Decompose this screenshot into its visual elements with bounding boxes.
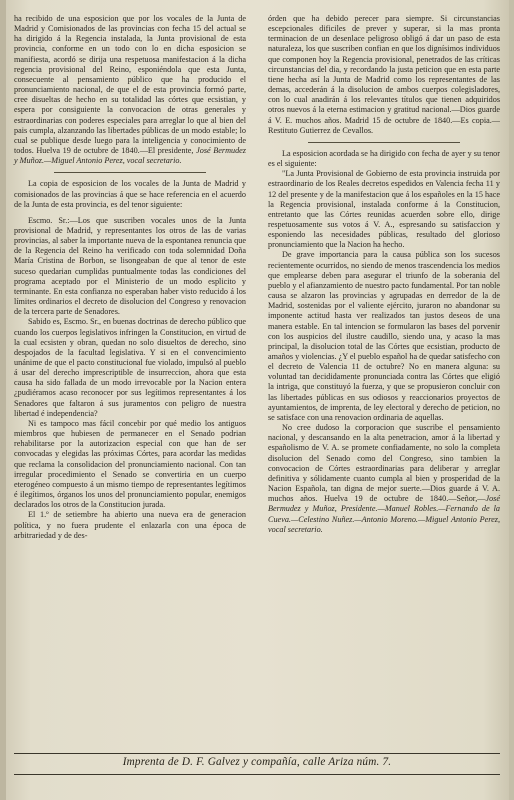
paragraph-exposition-intro: La esposicion acordada se ha dirigido con fecha de ayer y su tenor es el siguiente: — [268, 148, 500, 169]
paragraph-copy-intro: La copia de esposicion de los vocales de la Junta de Madrid y comisionados de las provincias á que se hace referencia en el acuerdo de la Junta de esta provincia, es del tenor siguiente: — [14, 179, 246, 209]
paragraph-new-era: El 1.º de setiembre ha abierto una nueva era de generacion política, y no fuera prudente el enlazarla con una época de arbitrariedad y de des- — [14, 510, 246, 540]
footer-rule-top — [14, 753, 500, 754]
paragraph-continuation: órden que ha debido perecer para siempre. Si circunstancias escepcionales dificiles de prever y superar, si la mas pronta terminacion de un desenlace peligroso obligó á dar un paso de esta naturaleza, los que suscriben confian en que los dignísimos individuos que componen hoy la Regencia provisional, penetrados de las críticas circunstancias del dia, y recordando la justa peticion que en esta parte tiene hecha así la Junta de Madrid como los representantes de las demas, accederán á la disolucion de ambos cuerpos colegisladores, con lo cual anadirán á los relevantes títulos que tienen adquiridos otros nuevos á la eterna estimacion y gratitud nacional.—Dios guarde á V. E. muchos años. Madrid 15 de octubre de 1840.—Es copia.—Restituto Gutierrez de Cevallos. — [268, 14, 500, 135]
left-column — [14, 14, 246, 541]
printer-imprint: Imprenta de D. F. Galvez y compañía, calle Ariza núm. 7. — [122, 756, 392, 768]
paragraph-resolution: ha recibido de una esposicion que por los vocales de la Junta de Madrid y Comisionados de las provincias con fecha 15 del actual se ha dirigido á la Regencia instalada, la Junta provisional de esta provincia, conforme en un todo con lo en dicha esposicion se manifiesta, acordó se dirija una respetuosa manifestacion á la dicha regencia provisional del Reino, esponiéndola que esta Junta, consecuente al pensamiento público que ha producido el pronunciamiento nacional, de que el de esta provincia formó parte, cree disueltas de hecho en su totalidad las córtes que ecsistian, y espera por consiguiente la convocacion de otras generales y estraordinarias con poderes especiales para arreglar lo que al bien del pais cumpla, alzanzando las libertades públicas de un modo estable; lo cual se publique desde luego para la inteligencia y conocimiento de todos. Huelva 19 de octubre de 1840.—El presidente, José Bermudez y Muñoz.—Miguel Antonio Perez, vocal secretario. — [14, 14, 246, 166]
paragraph-address: Escmo. Sr.:—Los que suscriben vocales unos de la Junta provisional de Madrid, y representantes los otros de las de varias provincias, al saber la importante nueva de la espontanea renuncia que de la Regencia del Reino ha verificado con toda solemnidad Doña María Cristina de Borbon, se lisongeaban de que al tenor de este suceso quedarian cumplidas puntualmente todas las condiciones del programa aceptado por el Ministerio de un modo esplicito y terminante. En esta confianza no esperaban haber visto reducido á los límites ordinarios el decreto de disolucion del Congreso y renovacion de la tercera parte de Senadores. — [14, 215, 246, 317]
paragraph-importance: De grave importancia para la causa pública son los sucesos recientemente ocurridos, no siendo de menos trascendencia los medios que emplearse deben para asegurar el triunfo de la soberania del pueblo y el afianzamiento de nuestro pacto fundamental. Por tan noble causa se alzaron las provincias y agrupadas en derredor de la de Madrid, sostenidas por el valiente ejército, juraron no abandonar su imponente actitud hasta ver realizados tan justos deseos de una manera estable. En tal intencion se formularon las bases del porvenir con los auspicios del ilustre caudillo, siendo una, y acaso la mas principal, la disolucion total de las Córtes que ecsistian, producto de amaños y violencias. ¿Y el pueblo español ha de quedar satisfecho con el decreto de Valencia 11 de octubre? No en manera alguna: su voluntad tan decididamente pronunciada contra las Córtes que eligió la intriga, que constituyó la fuerza, y que se propusieron concluir con las libertades públicas en sus odiosos y reaccionarios proyectos de ayuntamientos, de imprenta, de ley electoral y derecho de peticion, no se satisface con una renovacion ordinaria de aquellas. — [268, 250, 500, 422]
section-divider — [54, 172, 206, 173]
page-edge-left — [0, 0, 6, 800]
paragraph-junta-statement: "La Junta Provisional de Gobierno de esta provincia instruida por estraordinario de los Reales decretos espedidos en Valencia fecha 11 y 12 del presente y de la manifestacion que á los españoles en la 15 hace la Regencia provisional, instalada conforme á la Constitucion, entretanto que las Córtes reunidas acuerden sobre ello, dirige respetuosamente sus votos á V. A., espresando su satisfaccion y esponiendo las necesidades públicas, resultado del glorioso pronunciamiento que la Nacion ha hecho. — [268, 169, 500, 250]
signature-line: José Bermudez y Muñoz.—Miguel Antonio Perez, vocal secretario. — [14, 146, 246, 166]
page-edge-right — [509, 0, 514, 800]
footer-rule-bottom — [14, 774, 500, 775]
right-column — [268, 14, 500, 535]
section-divider — [308, 142, 460, 143]
paragraph-senate: Ni es tampoco mas fácil concebir por qué medio los antiguos miembros que hubiesen de permanecer en el Senado podrian rehabilitarse por la autorizacion especial con que han de ser convocadas y elegidas las próximas Córtes, para acordar las medidas que reclama la consolidacion del pronunciamiento nacional. Con tan irregular procedimiento el Senado se convertiria en un cuerpo eterogéneo compuesto á un mismo tiempo de representantes legítimos é ilegítimos, órganos los unos del pronunciamiento popular, enemigos declarados los otros de la Constitucion jurada. — [14, 418, 246, 510]
paragraph-doctrine: Sabido es, Escmo. Sr., en buenas doctrinas de derecho público que cuando los cuerpos legislativos infringen la Constitucion, en virtud de la cual ecsisten y obran, quedan no solo disueltos de derecho, sino despojados de la facultad legislativa. Y si en el convencimiento unánime de que el pacto constitucional fue violado, impulsó al pueblo á usar del derecho imprescriptible de insurreccion, ahora que esta causa ha sido fallada de un modo irrevocable por la Nacion entera ¿pudiéramos acaso reconocer por sus legítimos representantes á los Senadores que faltaron á sus juramentos con peligro de nuestra libertad é independencia? — [14, 317, 246, 418]
paragraph-conclusion: No cree dudoso la corporacion que suscribe el pensamiento nacional, y descansando en la alta penetracion, amor á la libertad y españolismo de V. A. se promete confiadamente, no solo la completa disolucion del Senado como del Congreso, sino tambien la convocacion de Córtes estraordinarias para deliberar y arreglar definitiva y sólidamente cuanto cumpla al bien y prosperidad de la Nacion Española, tan digna de mejor suerte.—Dios guarde á V. A. muchos años. Huelva 19 de octubre de 1840.—Señor,—José Bermudez y Muñoz, Presidente.—Manuel Robles.—Fernando de la Cueva.—Celestino Nuñez.—Antonio Moreno.—Miguel Antonio Perez, vocal secretario. — [268, 423, 500, 534]
signature-line: José Bermudez y Muñoz, Presidente.—Manuel Robles.—Fernando de la Cueva.—Celestino Nuñez.—Antonio Moreno.—Miguel Antonio Perez, vocal secretario. — [268, 494, 500, 534]
